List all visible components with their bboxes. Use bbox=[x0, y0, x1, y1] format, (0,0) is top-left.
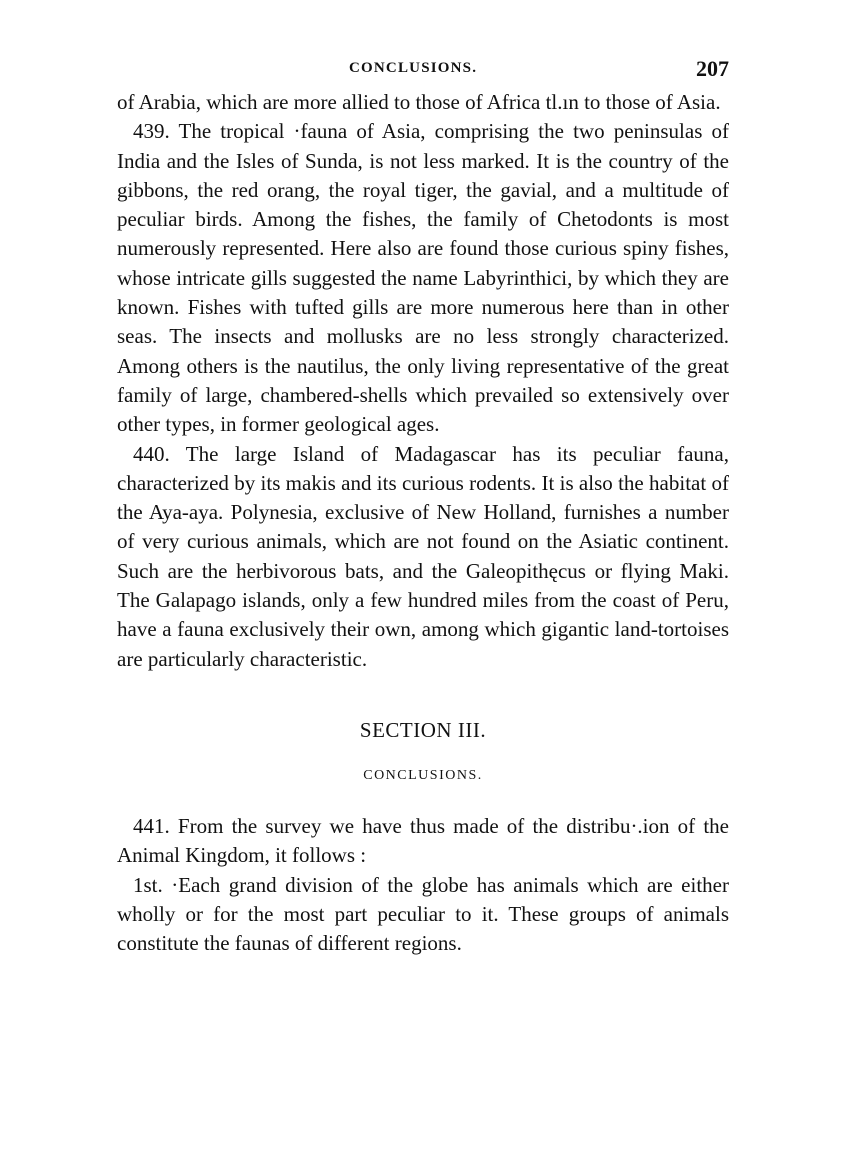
paragraph-first-conclusion: 1st. ·Each grand division of the globe has animals which are either wholly or for the most part peculiar to it. These groups of animals constitute the faunas of different regions. bbox=[117, 872, 729, 956]
section-subheading: CONCLUSIONS. bbox=[363, 767, 483, 783]
paragraph-continuation: of Arabia, which are more allied to those of Africa tl.ın to those of Asia. bbox=[117, 90, 721, 114]
page-number: 207 bbox=[696, 56, 729, 81]
paragraph-441: 441. From the survey we have thus made of the distribu·.ion of the Animal Kingdom, it follows : bbox=[117, 813, 729, 868]
paragraph-440: 440. The large Island of Madagascar has its peculiar fauna, characterized by its makis and its curious rodents. It is also the habitat of the Aya-aya. Polynesia, exclusive of New Holland, furnishes a number of very curious animals, which are not found on the Asiatic continent. Such are the herbivorous bats, and the Galeopithęcus or flying Maki. The Galapago islands, only a few hundred miles from the coast of Peru, have a fauna exclusively their own, among which gigantic land-tortoises are particularly characteristic. bbox=[117, 441, 729, 671]
book-page bbox=[117, 58, 729, 958]
paragraph-439: 439. The tropical ·fauna of Asia, comprising the two peninsulas of India and the Isles of Sunda, is not less marked. It is the country of the gibbons, the red orang, the royal tiger, the gavial, and a multitude of peculiar birds. Among the fishes, the family of Chetodonts is most numerously represented. Here also are found those curious spiny fishes, whose intricate gills suggested the name Labyrinthici, by which they are known. Fishes with tufted gills are more numerous here than in other seas. The insects and mollusks are no less strongly characterized. Among others is the nautilus, the only living representative of the great family of large, chambered-shells which prevailed so extensively over other types, in former geological ages. bbox=[117, 119, 729, 437]
section-heading: SECTION III. bbox=[359, 717, 487, 742]
running-head bbox=[117, 58, 729, 88]
running-title: CONCLUSIONS. bbox=[349, 60, 478, 76]
body-text-bottom bbox=[117, 812, 729, 958]
body-text-top bbox=[117, 88, 729, 674]
